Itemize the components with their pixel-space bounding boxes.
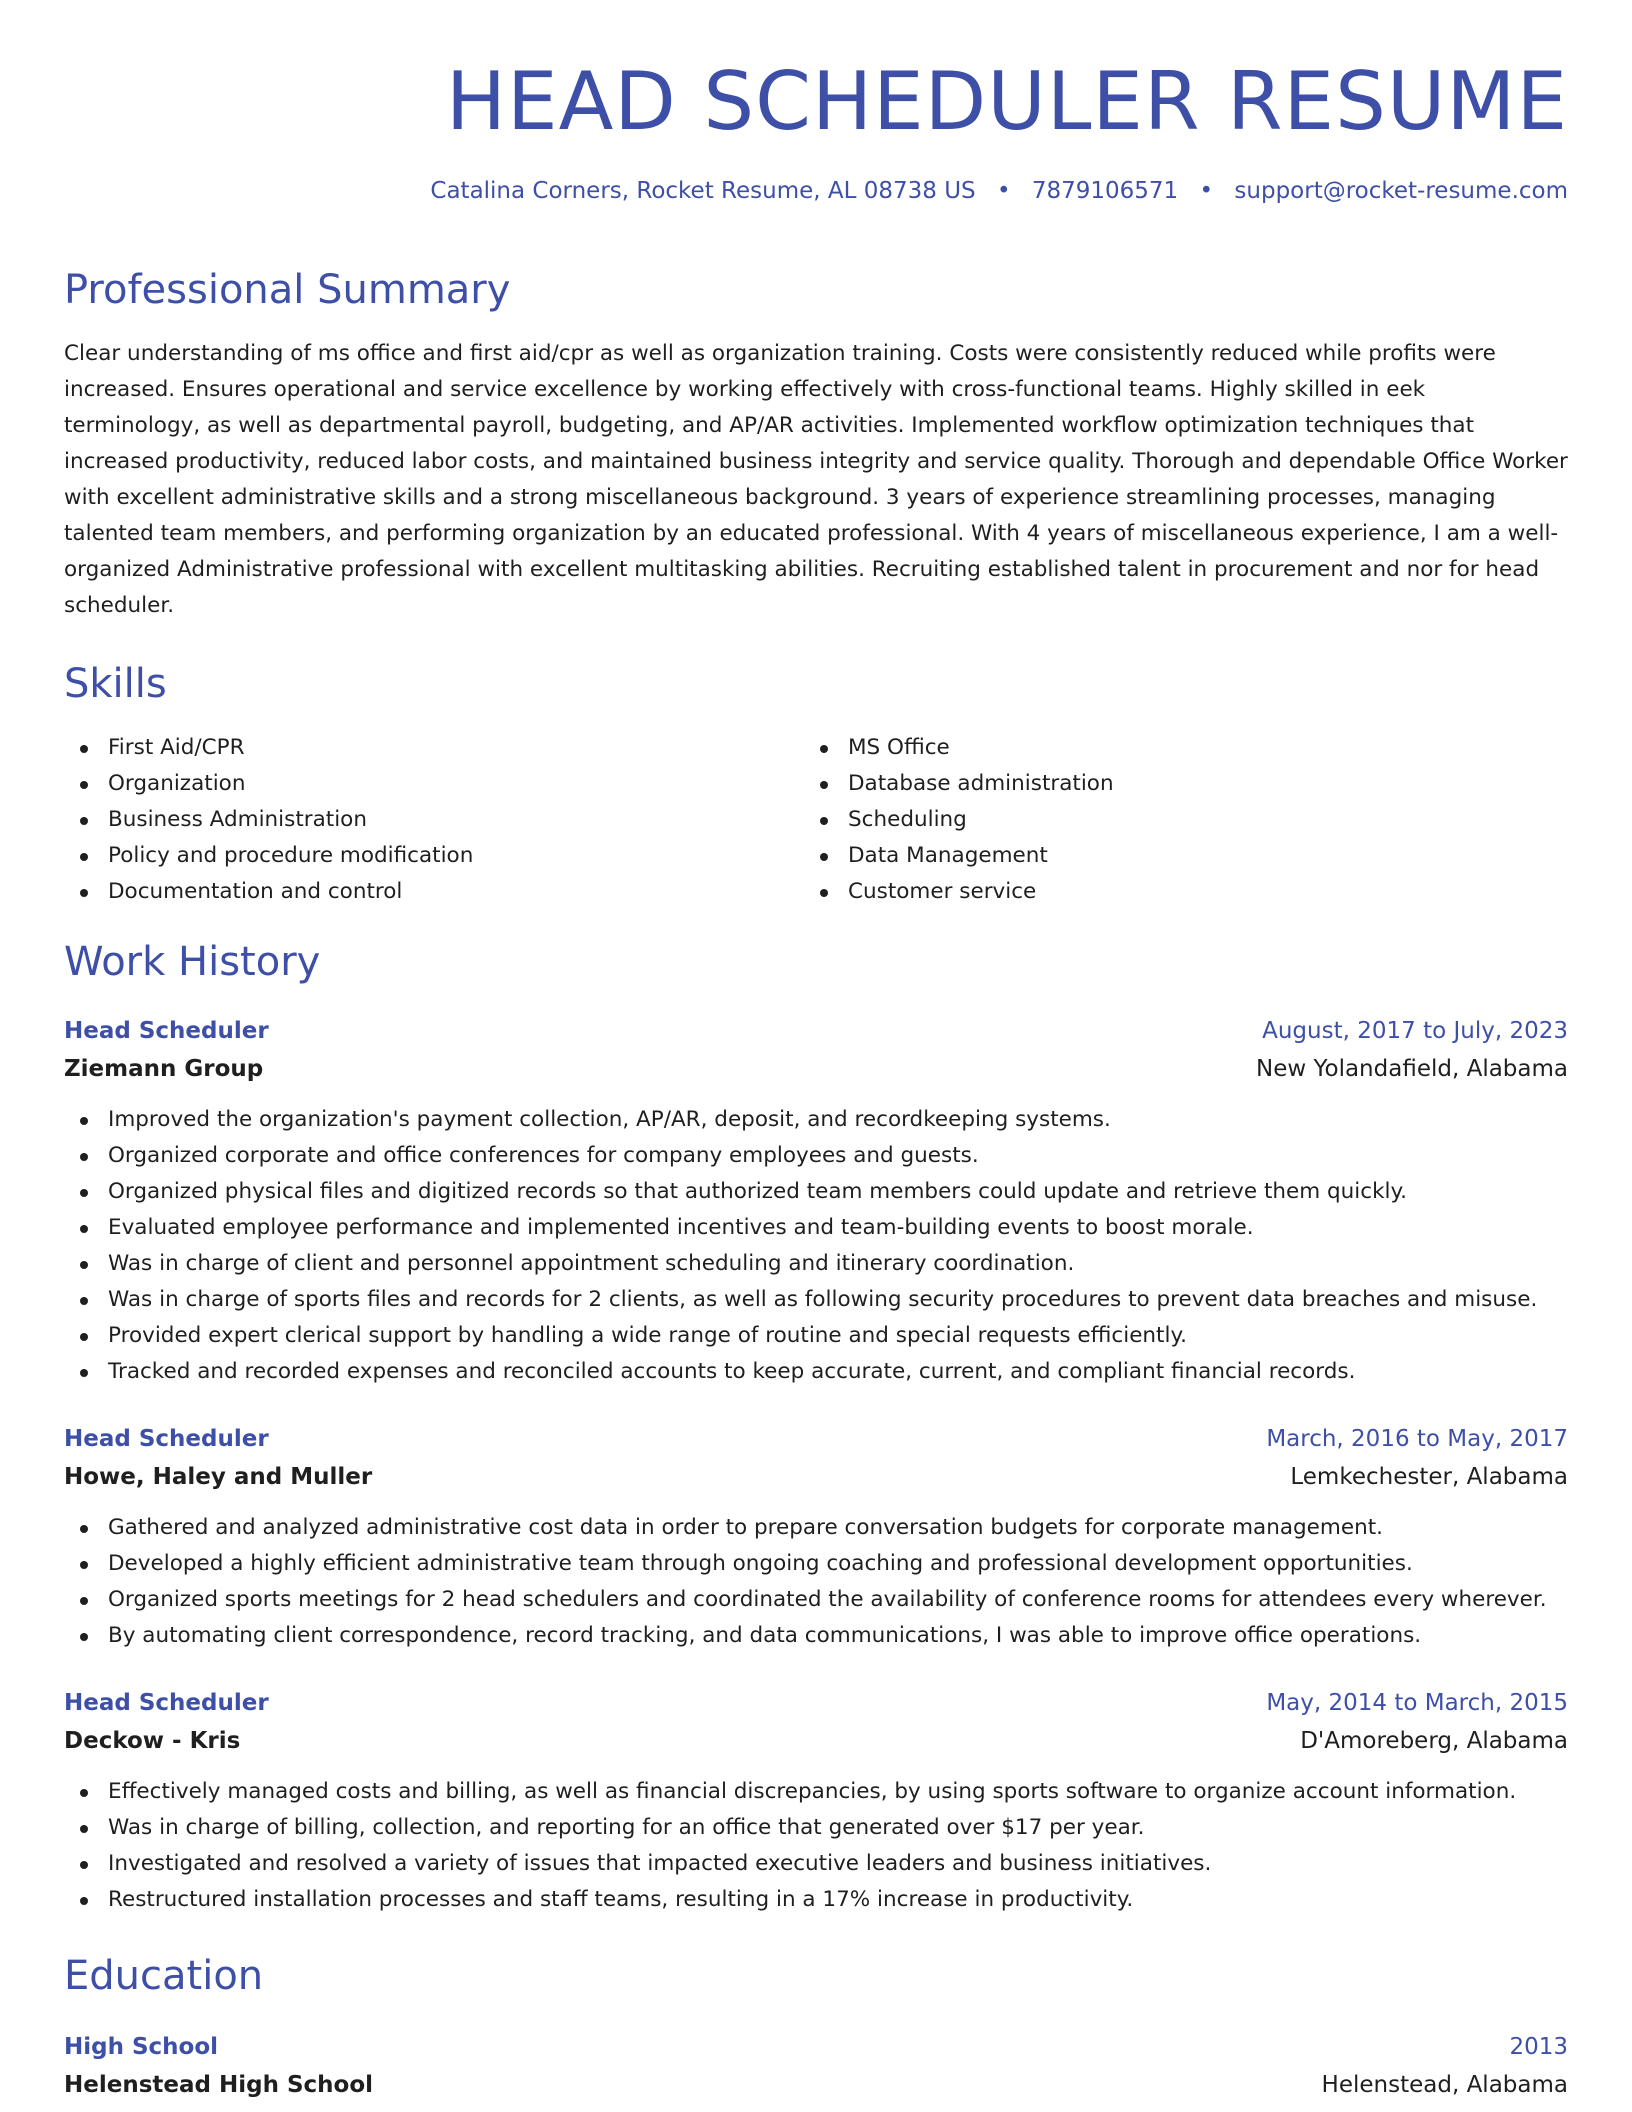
job-bullet: By automating client correspondence, record tracking, and data communications, I was able to improve office operations. — [64, 1618, 1568, 1654]
contact-email[interactable]: support@rocket-resume.com — [1234, 178, 1568, 204]
job-role: Head Scheduler — [64, 1690, 269, 1716]
education-heading: Education — [64, 1953, 264, 1999]
job-role: Head Scheduler — [64, 1018, 269, 1044]
job-bullet: Tracked and recorded expenses and reconciled accounts to keep accurate, current, and compliant financial records. — [64, 1354, 1568, 1390]
contact-separator: • — [1199, 178, 1214, 204]
education-section — [64, 1948, 1568, 2104]
education-entry — [64, 2028, 1568, 2104]
job-subheader — [64, 1722, 1568, 1760]
job-location: D'Amoreberg, Alabama — [1300, 1728, 1568, 1754]
job-bullet: Improved the organization's payment collection, AP/AR, deposit, and recordkeeping systems. — [64, 1102, 1568, 1138]
job-dates: May, 2014 to March, 2015 — [1266, 1690, 1568, 1716]
job-bullet: Restructured installation processes and staff teams, resulting in a 17% increase in productivity. — [64, 1882, 1568, 1918]
skills-columns — [64, 730, 1568, 910]
job-header — [64, 1420, 1568, 1458]
job-location: Lemkechester, Alabama — [1290, 1464, 1568, 1490]
skill-item: Documentation and control — [64, 874, 804, 910]
job-location: New Yolandafield, Alabama — [1256, 1056, 1568, 1082]
job-bullet: Evaluated employee performance and implemented incentives and team-building events to boost morale. — [64, 1210, 1568, 1246]
job-company: Ziemann Group — [64, 1056, 264, 1082]
job-dates: August, 2017 to July, 2023 — [1262, 1018, 1568, 1044]
job-bullet: Organized corporate and office conferences for company employees and guests. — [64, 1138, 1568, 1174]
job-bullets — [64, 1510, 1568, 1654]
skill-item: Policy and procedure modification — [64, 838, 804, 874]
job-bullet: Investigated and resolved a variety of issues that impacted executive leaders and business initiatives. — [64, 1846, 1568, 1882]
skills-list-right — [804, 730, 1544, 910]
education-degree: High School — [64, 2034, 219, 2060]
summary-section — [64, 262, 1568, 624]
job-company: Howe, Haley and Muller — [64, 1464, 373, 1490]
work-history-heading: Work History — [64, 939, 321, 985]
job-bullet: Gathered and analyzed administrative cost data in order to prepare conversation budgets for corporate management. — [64, 1510, 1568, 1546]
work-history-section — [64, 934, 1568, 1918]
job-entry — [64, 1012, 1568, 1390]
job-bullet: Was in charge of billing, collection, and reporting for an office that generated over $17 per year. — [64, 1810, 1568, 1846]
job-subheader — [64, 1050, 1568, 1088]
education-header — [64, 2028, 1568, 2066]
education-subheader — [64, 2066, 1568, 2104]
job-entry — [64, 1684, 1568, 1918]
education-year: 2013 — [1509, 2034, 1568, 2060]
job-bullet: Effectively managed costs and billing, as well as financial discrepancies, by using sports software to organize account information. — [64, 1774, 1568, 1810]
job-bullet: Was in charge of sports files and records for 2 clients, as well as following security procedures to prevent data breaches and misuse. — [64, 1282, 1568, 1318]
summary-text: Clear understanding of ms office and first aid/cpr as well as organization training. Costs were consistently reduced while profits were increased. Ensures operational and service excellence by working effectively with cross-functional teams. Highly skilled in eek terminology, as well as departmental payroll, budgeting, and AP/AR activities. Implemented workflow optimization techniques that increased productivity, reduced labor costs, and maintained business integrity and service quality. Thorough and dependable Office Worker with excellent administrative skills and a strong miscellaneous background. 3 years of experience streamlining processes, managing talented team members, and performing organization by an educated professional. With 4 years of miscellaneous experience, I am a well-organized Administrative professional with excellent multitasking abilities. Recruiting established talent in procurement and nor for head scheduler. — [64, 341, 1568, 618]
job-company: Deckow - Kris — [64, 1728, 241, 1754]
summary-heading: Professional Summary — [64, 267, 511, 313]
job-subheader — [64, 1458, 1568, 1496]
job-bullet: Developed a highly efficient administrative team through ongoing coaching and professional development opportunities. — [64, 1546, 1568, 1582]
skills-list-left — [64, 730, 804, 910]
job-dates: March, 2016 to May, 2017 — [1266, 1426, 1568, 1452]
skills-heading: Skills — [64, 661, 167, 707]
skill-item: Customer service — [804, 874, 1544, 910]
job-header — [64, 1684, 1568, 1722]
job-bullet: Organized sports meetings for 2 head schedulers and coordinated the availability of conference rooms for attendees every wherever. — [64, 1582, 1568, 1618]
skill-item: Business Administration — [64, 802, 804, 838]
job-bullets — [64, 1774, 1568, 1918]
contact-address: Catalina Corners, Rocket Resume, AL 08738 US — [430, 178, 976, 204]
skills-section — [64, 656, 1568, 910]
job-header — [64, 1012, 1568, 1050]
skill-item: Organization — [64, 766, 804, 802]
job-bullets — [64, 1102, 1568, 1390]
skill-item: First Aid/CPR — [64, 730, 804, 766]
contact-line — [64, 178, 1568, 204]
skill-item: MS Office — [804, 730, 1544, 766]
resume-header — [64, 52, 1568, 204]
skill-item: Database administration — [804, 766, 1544, 802]
skill-item: Scheduling — [804, 802, 1544, 838]
education-school: Helenstead High School — [64, 2072, 374, 2098]
job-bullet: Was in charge of client and personnel appointment scheduling and itinerary coordination. — [64, 1246, 1568, 1282]
resume-title: HEAD SCHEDULER RESUME — [445, 55, 1568, 148]
contact-phone[interactable]: 7879106571 — [1031, 178, 1179, 204]
job-bullet: Provided expert clerical support by handling a wide range of routine and special requests efficiently. — [64, 1318, 1568, 1354]
skill-item: Data Management — [804, 838, 1544, 874]
job-entry — [64, 1420, 1568, 1654]
job-bullet: Organized physical files and digitized records so that authorized team members could update and retrieve them quickly. — [64, 1174, 1568, 1210]
education-location: Helenstead, Alabama — [1321, 2072, 1568, 2098]
job-role: Head Scheduler — [64, 1426, 269, 1452]
contact-separator: • — [996, 178, 1011, 204]
